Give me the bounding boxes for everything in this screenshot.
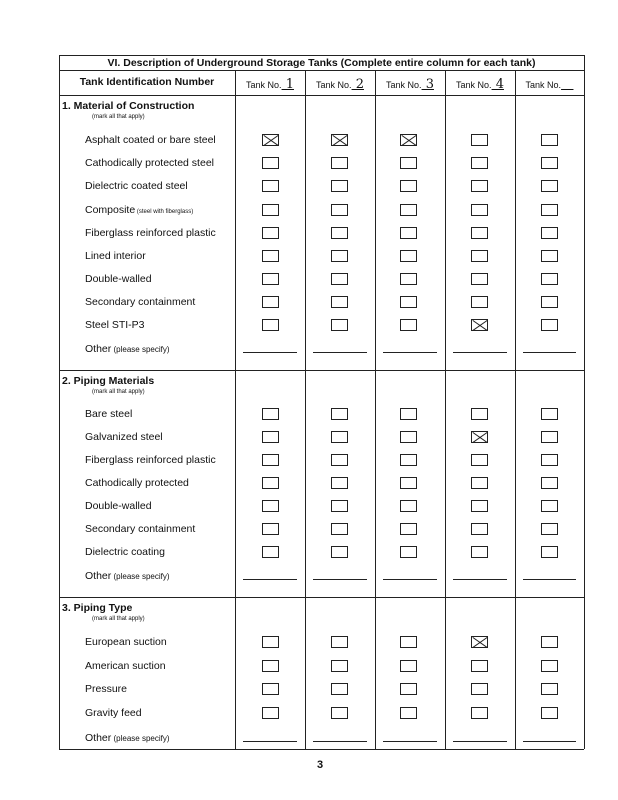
checkbox[interactable] xyxy=(331,250,348,262)
checkbox[interactable] xyxy=(471,660,488,672)
item-label: Lined interior xyxy=(85,250,146,262)
checklist-label xyxy=(85,500,152,512)
checkbox[interactable] xyxy=(331,408,348,420)
checkbox[interactable] xyxy=(331,707,348,719)
checkbox[interactable] xyxy=(541,454,558,466)
checkbox[interactable] xyxy=(541,250,558,262)
item-label: Galvanized steel xyxy=(85,431,163,443)
form-title: VI. Description of Underground Storage Tanks (Complete entire column for each tank) xyxy=(107,57,536,69)
item-label: European suction xyxy=(85,636,167,648)
checkbox[interactable] xyxy=(262,477,279,489)
checkbox[interactable] xyxy=(471,204,488,216)
checkbox[interactable] xyxy=(541,204,558,216)
checkbox[interactable] xyxy=(400,523,417,535)
checklist-label xyxy=(85,273,152,285)
checkbox[interactable] xyxy=(400,296,417,308)
tank-number[interactable]: 4 xyxy=(491,77,504,92)
checkbox[interactable] xyxy=(471,546,488,558)
checkbox[interactable] xyxy=(331,431,348,443)
checked-box[interactable] xyxy=(471,431,488,443)
tank-column-header xyxy=(305,77,375,92)
checkbox[interactable] xyxy=(331,523,348,535)
checklist-label xyxy=(85,319,145,331)
specify-line[interactable] xyxy=(453,579,507,580)
item-label: Bare steel xyxy=(85,408,133,420)
checkbox[interactable] xyxy=(400,660,417,672)
checkbox[interactable] xyxy=(331,500,348,512)
checkbox[interactable] xyxy=(471,227,488,239)
checkbox[interactable] xyxy=(400,204,417,216)
checkbox[interactable] xyxy=(331,454,348,466)
item-label: Double-walled xyxy=(85,273,152,285)
checkbox[interactable] xyxy=(541,683,558,695)
item-label: Gravity feed xyxy=(85,707,142,719)
checklist-label xyxy=(85,408,132,420)
tank-number[interactable]: 3 xyxy=(421,77,434,92)
checkbox[interactable] xyxy=(400,408,417,420)
checkbox[interactable] xyxy=(541,636,558,648)
specify-line[interactable] xyxy=(313,352,367,353)
checkbox[interactable] xyxy=(471,250,488,262)
specify-line[interactable] xyxy=(313,579,367,580)
frame-bottom xyxy=(59,749,584,750)
tank-label: Tank No. xyxy=(456,80,492,90)
checkbox[interactable] xyxy=(471,500,488,512)
checkbox[interactable] xyxy=(541,180,558,192)
tank-number[interactable]: 1 xyxy=(281,77,294,92)
checkbox[interactable] xyxy=(541,319,558,331)
checkbox[interactable] xyxy=(471,683,488,695)
section-divider xyxy=(59,370,584,371)
tank-number[interactable]: 2 xyxy=(351,77,364,92)
checkbox[interactable] xyxy=(331,477,348,489)
checkbox[interactable] xyxy=(400,477,417,489)
checkbox[interactable] xyxy=(331,660,348,672)
item-label: Secondary containment xyxy=(85,296,196,308)
checkbox[interactable] xyxy=(331,157,348,169)
other-text: Other xyxy=(85,570,112,582)
checkbox[interactable] xyxy=(541,523,558,535)
checkbox[interactable] xyxy=(262,683,279,695)
checkbox[interactable] xyxy=(541,660,558,672)
checkbox[interactable] xyxy=(331,204,348,216)
item-label: Cathodically protected xyxy=(85,477,189,489)
specify-line[interactable] xyxy=(383,741,437,742)
tank-column-header xyxy=(445,77,515,92)
checkbox[interactable] xyxy=(262,227,279,239)
checkbox[interactable] xyxy=(331,636,348,648)
checkbox[interactable] xyxy=(400,707,417,719)
checklist-label xyxy=(85,454,216,466)
checklist-label xyxy=(85,204,193,216)
checked-box[interactable] xyxy=(471,636,488,648)
checkbox[interactable] xyxy=(471,523,488,535)
other-label xyxy=(85,732,170,744)
column-divider xyxy=(515,70,516,749)
specify-line[interactable] xyxy=(453,352,507,353)
checkbox[interactable] xyxy=(262,319,279,331)
section-note: (mark all that apply) xyxy=(92,389,145,395)
checkbox[interactable] xyxy=(541,273,558,285)
column-divider xyxy=(305,70,306,749)
column-divider xyxy=(375,70,376,749)
checklist-label xyxy=(85,660,166,672)
specify-line[interactable] xyxy=(243,741,297,742)
checkbox[interactable] xyxy=(400,227,417,239)
checked-box[interactable] xyxy=(471,319,488,331)
header-divider xyxy=(59,95,584,96)
specify-line[interactable] xyxy=(313,741,367,742)
item-label: Double-walled xyxy=(85,500,152,512)
checkbox[interactable] xyxy=(471,296,488,308)
section-note: (mark all that apply) xyxy=(92,616,145,622)
checkbox[interactable] xyxy=(471,180,488,192)
checkbox[interactable] xyxy=(262,296,279,308)
specify-line[interactable] xyxy=(383,352,437,353)
specify-line[interactable] xyxy=(243,352,297,353)
checkbox[interactable] xyxy=(471,707,488,719)
checkbox[interactable] xyxy=(262,204,279,216)
other-note: (please specify) xyxy=(111,345,170,354)
checkbox[interactable] xyxy=(331,683,348,695)
checkbox[interactable] xyxy=(541,134,558,146)
specify-line[interactable] xyxy=(523,579,576,580)
checklist-label xyxy=(85,431,163,443)
checkbox[interactable] xyxy=(331,227,348,239)
checkbox[interactable] xyxy=(400,319,417,331)
checkbox[interactable] xyxy=(471,408,488,420)
frame-left xyxy=(59,55,60,749)
item-label: Pressure xyxy=(85,683,128,695)
checkbox[interactable] xyxy=(262,273,279,285)
checklist-label xyxy=(85,546,165,558)
checkbox[interactable] xyxy=(331,273,348,285)
item-label: Composite xyxy=(85,204,136,216)
section-title: 2. Piping Materials xyxy=(62,375,155,387)
checkbox[interactable] xyxy=(541,296,558,308)
checkbox[interactable] xyxy=(541,431,558,443)
checkbox[interactable] xyxy=(400,250,417,262)
column-divider xyxy=(235,70,236,749)
checkbox[interactable] xyxy=(400,546,417,558)
checked-box[interactable] xyxy=(400,134,417,146)
checkbox[interactable] xyxy=(541,500,558,512)
checklist-label xyxy=(85,477,189,489)
frame-right xyxy=(584,55,585,749)
specify-line[interactable] xyxy=(383,579,437,580)
column-divider xyxy=(445,70,446,749)
checkbox[interactable] xyxy=(400,683,417,695)
checkbox[interactable] xyxy=(400,273,417,285)
checkbox[interactable] xyxy=(541,157,558,169)
section-title: 3. Piping Type xyxy=(62,602,133,614)
checklist-label xyxy=(85,523,195,535)
checked-box[interactable] xyxy=(262,134,279,146)
item-label: Fiberglass reinforced plastic xyxy=(85,454,216,466)
checkbox[interactable] xyxy=(400,157,417,169)
section-title: 1. Material of Construction xyxy=(62,100,195,112)
checkbox[interactable] xyxy=(541,408,558,420)
checklist-label xyxy=(85,134,216,146)
other-text: Other xyxy=(85,732,112,744)
item-label: Secondary containment xyxy=(85,523,196,535)
tank-label: Tank No. xyxy=(316,80,352,90)
checkbox[interactable] xyxy=(262,546,279,558)
checkbox[interactable] xyxy=(400,454,417,466)
section-divider xyxy=(59,597,584,598)
checkbox[interactable] xyxy=(262,250,279,262)
checkbox[interactable] xyxy=(262,431,279,443)
item-label: Dielectric coated steel xyxy=(85,180,188,192)
checkbox[interactable] xyxy=(400,431,417,443)
checkbox[interactable] xyxy=(471,273,488,285)
item-label: Fiberglass reinforced plastic xyxy=(85,227,216,239)
tank-column-header xyxy=(375,77,445,92)
item-label: American suction xyxy=(85,660,166,672)
id-header: Tank Identification Number xyxy=(79,76,215,88)
checkbox[interactable] xyxy=(471,134,488,146)
checkbox[interactable] xyxy=(400,500,417,512)
checkbox[interactable] xyxy=(331,180,348,192)
checkbox[interactable] xyxy=(541,707,558,719)
other-text: Other xyxy=(85,343,112,355)
frame-top xyxy=(59,55,584,56)
specify-line[interactable] xyxy=(453,741,507,742)
other-note: (please specify) xyxy=(111,734,170,743)
tank-label: Tank No. xyxy=(386,80,422,90)
other-label xyxy=(85,343,170,355)
checkbox[interactable] xyxy=(331,296,348,308)
checkbox[interactable] xyxy=(400,180,417,192)
checklist-label xyxy=(85,250,146,262)
specify-line[interactable] xyxy=(523,352,576,353)
other-note: (please specify) xyxy=(111,572,170,581)
checklist-label xyxy=(85,180,188,192)
tank-number[interactable] xyxy=(561,77,573,92)
item-label: Cathodically protected steel xyxy=(85,157,214,169)
checkbox[interactable] xyxy=(262,636,279,648)
item-label: Asphalt coated or bare steel xyxy=(85,134,216,146)
checked-box[interactable] xyxy=(331,134,348,146)
checkbox[interactable] xyxy=(541,477,558,489)
tank-label: Tank No. xyxy=(246,80,282,90)
checkbox[interactable] xyxy=(331,319,348,331)
tank-column-header xyxy=(515,77,584,92)
checkbox[interactable] xyxy=(471,454,488,466)
checkbox[interactable] xyxy=(471,477,488,489)
checklist-label xyxy=(85,707,142,719)
checkbox[interactable] xyxy=(262,500,279,512)
checkbox[interactable] xyxy=(262,523,279,535)
tank-label: Tank No. xyxy=(525,80,562,90)
item-label: Dielectric coating xyxy=(85,546,165,558)
item-sublabel: (steel with fiberglass) xyxy=(135,209,194,215)
checklist-label xyxy=(85,636,167,648)
checkbox[interactable] xyxy=(262,707,279,719)
checkbox[interactable] xyxy=(262,660,279,672)
checkbox[interactable] xyxy=(471,157,488,169)
tank-column-header xyxy=(235,77,305,92)
page-number: 3 xyxy=(316,759,324,771)
other-label xyxy=(85,570,170,582)
checkbox[interactable] xyxy=(541,546,558,558)
checkbox[interactable] xyxy=(400,636,417,648)
checkbox[interactable] xyxy=(541,227,558,239)
checkbox[interactable] xyxy=(262,454,279,466)
title-divider xyxy=(59,70,584,71)
item-label: Steel STI-P3 xyxy=(85,319,145,331)
checklist-label xyxy=(85,296,195,308)
checklist-label xyxy=(85,227,216,239)
checkbox[interactable] xyxy=(262,180,279,192)
checkbox[interactable] xyxy=(262,408,279,420)
checkbox[interactable] xyxy=(262,157,279,169)
specify-line[interactable] xyxy=(243,579,297,580)
checklist-label xyxy=(85,157,214,169)
specify-line[interactable] xyxy=(523,741,576,742)
section-note: (mark all that apply) xyxy=(92,114,145,120)
checkbox[interactable] xyxy=(331,546,348,558)
checklist-label xyxy=(85,683,127,695)
